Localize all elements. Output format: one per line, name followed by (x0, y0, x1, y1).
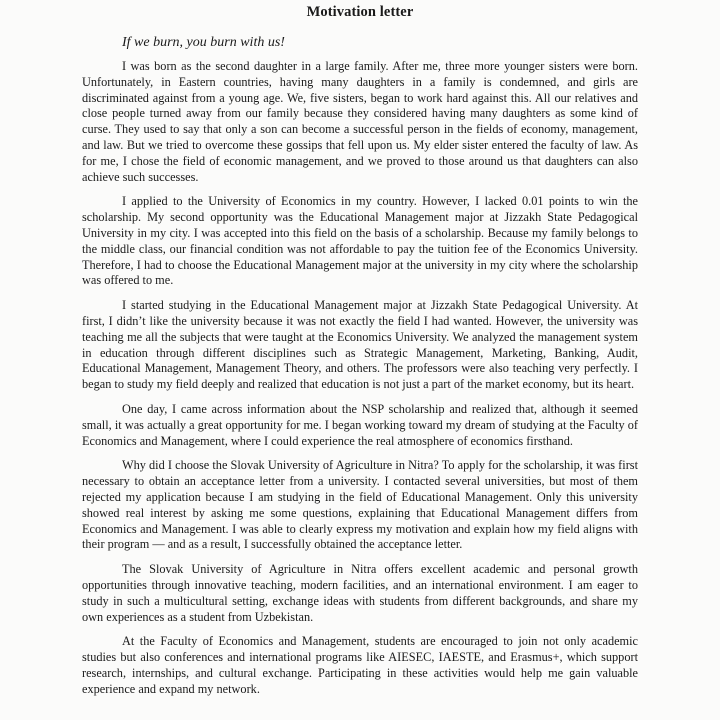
paragraph-university-application: I applied to the University of Economics in my country. However, I lacked 0.01 points to win the scholarship. My second opportunity was the Educational Management major at Jizzakh State Pedagogical University in my city. I was accepted into this field on the basis of a scholarship. Because my family belongs to the middle class, our financial condition was not affordable to pay the tuition fee of the Economics University. Therefore, I had to choose the Educational Management major at the university in my city where the scholarship was offered to me. (82, 194, 638, 288)
paragraph-studies: I started studying in the Educational Management major at Jizzakh State Pedagogical University. At first, I didn’t like the university because it was not exactly the field I had wanted. However, the university was teaching me all the subjects that were taught at the Economics University. We analyzed the management system in education through different disciplines such as Strategic Management, Marketing, Banking, Audit, Educational Management, Management Theory, and others. The professors were also teaching very perfectly. I began to study my field deeply and realized that education is not just a part of the market economy, but its heart. (82, 298, 638, 392)
paragraph-faculty-activities: At the Faculty of Economics and Management, students are encouraged to join not only academic studies but also conferences and international programs like AIESEC, IAESTE, and Erasmus+, which support research, internships, and cultural exchange. Participating in these activities would help me gain valuable experience and expand my network. (82, 634, 638, 696)
motto: If we burn, you burn with us! (122, 35, 285, 50)
paragraph-why-nitra: Why did I choose the Slovak University of Agriculture in Nitra? To apply for the scholarship, it was first necessary to obtain an acceptance letter from a university. I contacted several universities, but most of them rejected my application because I am studying in the field of Educational Management. Only this university showed real interest by asking me some questions, explaining that Educational Management differs from Economics and Management. I was able to clearly express my motivation and explain how my field aligns with their program — and as a result, I successfully obtained the acceptance letter. (82, 458, 638, 552)
paragraph-family: I was born as the second daughter in a large family. After me, three more younger sisters were born. Unfortunately, in Eastern countries, having many daughters in a family is condemned, and girls are discriminated against from a young age. We, five sisters, began to work hard against this. All our relatives and close people turned away from our family because they considered having many daughters as some kind of curse. They used to say that only a son can become a successful person in the fields of economy, management, and law. But we tried to overcome these gossips that fell upon us. My elder sister entered the faculty of law. As for me, I chose the field of economic management, and we proved to those around us that daughters can also achieve such successes. (82, 59, 638, 184)
paragraph-university-offer: The Slovak University of Agriculture in Nitra offers excellent academic and personal growth opportunities through innovative teaching, modern facilities, and an international environment. I am eager to study in such a multicultural setting, exchange ideas with students from different backgrounds, and share my own experiences as a student from Uzbekistan. (82, 562, 638, 624)
page-title: Motivation letter (306, 4, 414, 20)
paragraph-nsp-scholarship: One day, I came across information about the NSP scholarship and realized that, although it seemed small, it was actually a great opportunity for me. I began working toward my dream of studying at the Faculty of Economics and Management, where I could experience the real atmosphere of economics firsthand. (82, 401, 638, 448)
